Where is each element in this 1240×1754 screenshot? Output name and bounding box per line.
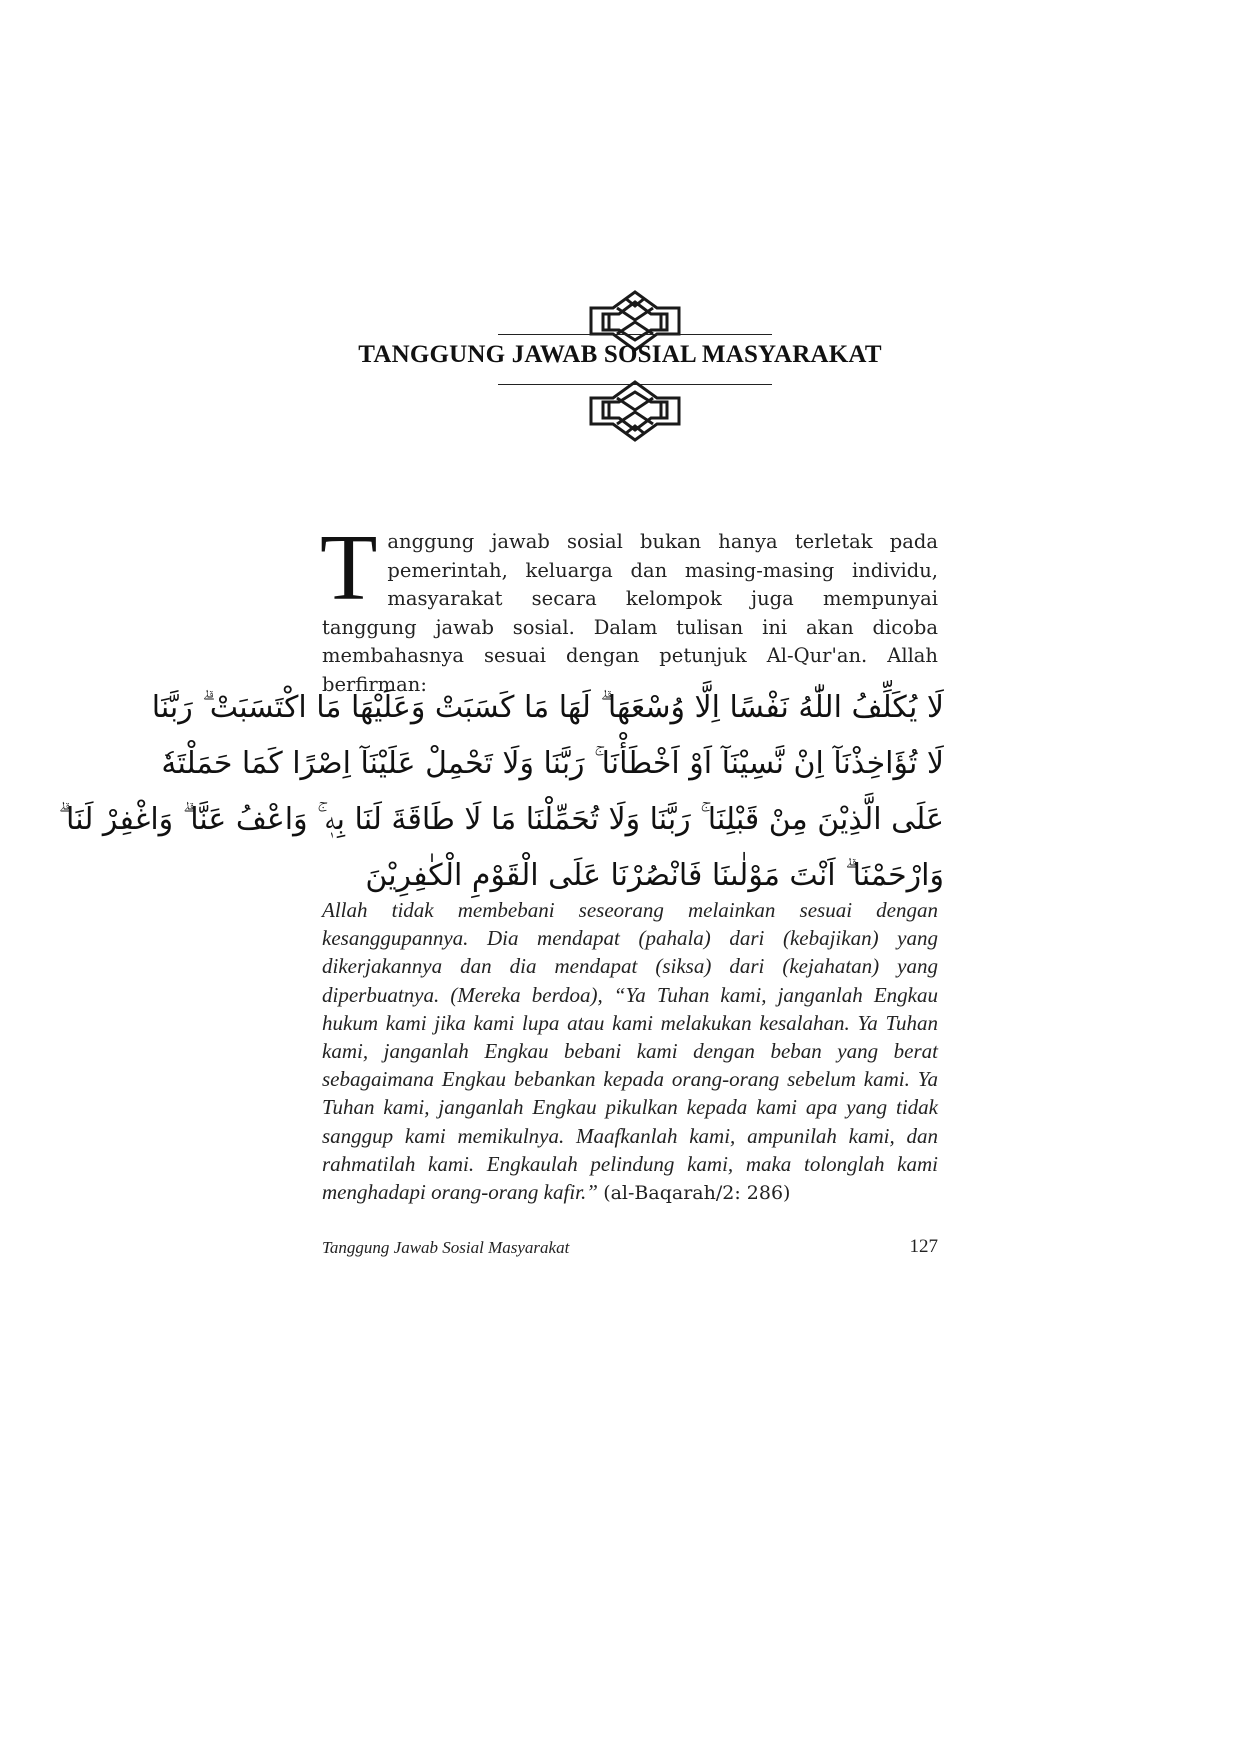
ornament-bottom-icon [573, 378, 697, 444]
chapter-title: TANGGUNG JAWAB SOSIAL MASYARAKAT [358, 341, 882, 368]
intro-text: anggung jawab sosial bukan hanya terletak pada pemerintah, keluarga dan masing-masing individu, masyarakat secara kelompok juga mempunyai tanggung jawab sosial. Dalam tulisan ini akan dicoba membahasnya sesuai dengan petunjuk Al-Qur'an. Allah berfirman: [322, 530, 938, 696]
verse-line: عَلَى الَّذِيْنَ مِنْ قَبْلِنَا ۚ رَبَّنَا وَلَا تُحَمِّلْنَا مَا لَا طَاقَةَ لَنَا بِهٖ ۚ وَاعْفُ عَنَّا ۗ وَاغْفِرْ لَنَا ۗ [58, 802, 944, 837]
verse-line: لَا تُؤَاخِذْنَآ اِنْ نَّسِيْنَآ اَوْ اَخْطَأْنَا ۚ رَبَّنَا وَلَا تَحْمِلْ عَلَيْنَآ اِصْرًا كَمَا حَمَلْتَهٗ [161, 746, 944, 781]
verse-line: وَارْحَمْنَا ۗ اَنْتَ مَوْلٰىنَا فَانْصُرْنَا عَلَى الْقَوْمِ الْكٰفِرِيْنَ [365, 858, 944, 893]
verse-translation [322, 896, 938, 1207]
verse-line: لَا يُكَلِّفُ اللّٰهُ نَفْسًا اِلَّا وُسْعَهَا ۗ لَهَا مَا كَسَبَتْ وَعَلَيْهَا مَا اكْتَسَبَتْ ۗ رَبَّنَا [151, 690, 944, 725]
running-footer-title: Tanggung Jawab Sosial Masyarakat [322, 1238, 570, 1257]
quran-verse [58, 680, 944, 904]
drop-cap: T [320, 516, 378, 620]
translation-text: Allah tidak membebani seseorang melainkan sesuai dengan kesanggupannya. Dia mendapat (pahala) dari (kebajikan) yang dikerjakannya dan dia mendapat (siksa) dari (kejahatan) yang diperbuatnya. (Mereka berdoa), “Ya Tuhan kami, janganlah Engkau hukum kami jika kami lupa atau kami melakukan kesalahan. Ya Tuhan kami, janganlah Engkau bebani kami dengan beban yang berat sebagaimana Engkau bebankan kepada orang-orang sebelum kami. Ya Tuhan kami, janganlah Engkau pikulkan kepada kami apa yang tidak sanggup kami memikulnya. Maafkanlah kami, ampunilah kami, dan rahmatilah kami. Engkaulah pelindung kami, maka tolonglah kami menghadapi orang-orang kafir.” [322, 898, 938, 1205]
title-rule-top [498, 334, 772, 335]
page-number: 127 [909, 1236, 938, 1257]
verse-citation: (al-Baqarah/2: 286) [603, 1182, 791, 1205]
intro-paragraph [320, 516, 938, 699]
